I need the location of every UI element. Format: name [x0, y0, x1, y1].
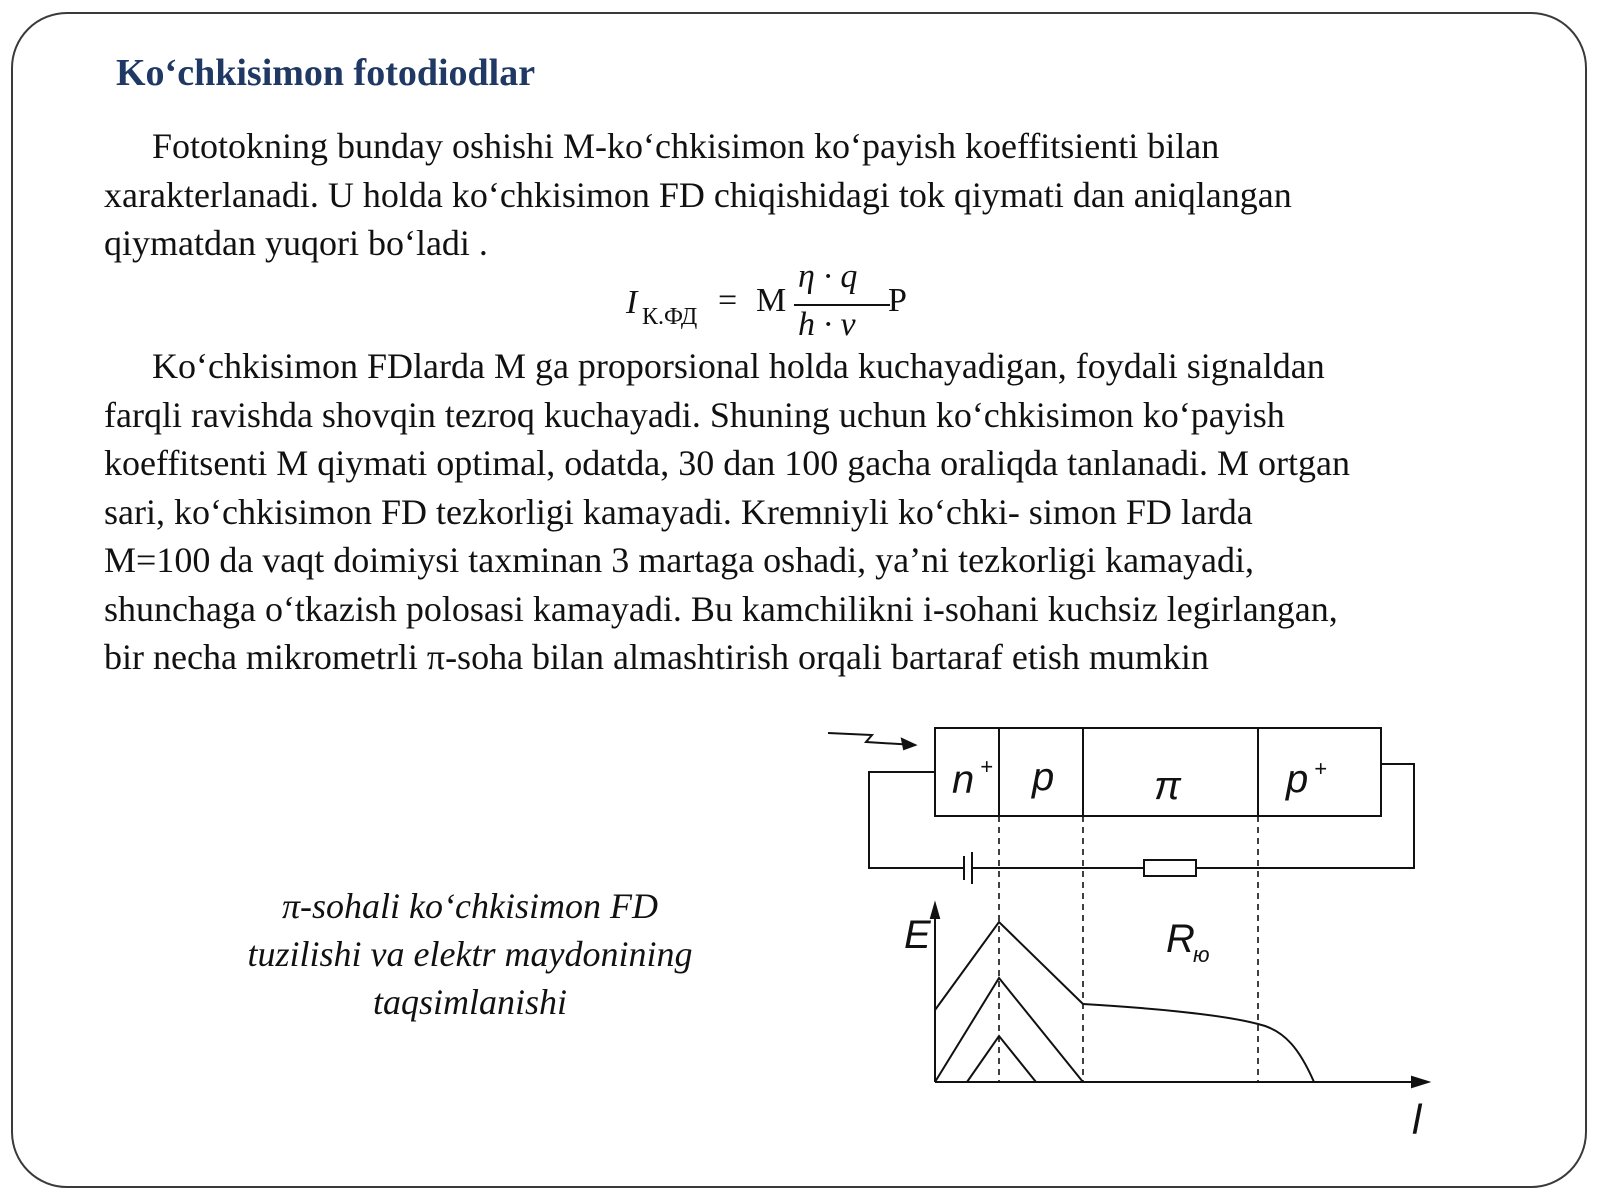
formula-numerator: η · q: [798, 258, 858, 295]
paragraph-1-line: Fototokning bunday oshishi M-ko‘chkisimon ko‘payish koeffitsienti bilan: [152, 126, 1220, 166]
caption-line: tuzilishi va elektr maydonining: [247, 934, 693, 974]
paragraph-2-line: Ko‘chkisimon FDlarda M ga proporsional holda kuchayadigan, foydali signaldan: [152, 346, 1325, 386]
caption-line: π-sohali ko‘chkisimon FD: [282, 886, 658, 926]
l-axis-arrowhead: [1412, 1077, 1428, 1087]
slide-title: Ko‘chkisimon fotodiodlar: [116, 52, 536, 94]
paragraph-1-line: qiymatdan yuqori bo‘ladi .: [104, 223, 488, 263]
paragraph-2-line: shunchaga o‘tkazish polosasi kamayadi. Bu kamchilikni i-sohani kuchsiz legirlangan,: [104, 588, 1338, 629]
field-curve-outer: [935, 922, 1083, 1010]
region-label-p-plus: p: [1286, 757, 1309, 801]
formula-multiplication-coefficient: M: [756, 282, 787, 319]
field-curve-middle: [935, 978, 1083, 1082]
paragraph-2-line: sari, ko‘chkisimon FD tezkorligi kamayadi. Kremniyli ko‘chki- simon FD larda: [104, 491, 1253, 532]
formula-denominator: h · ν: [798, 306, 856, 343]
region-label-n-superscript: +: [980, 754, 993, 779]
region-label-p-plus-superscript: +: [1314, 756, 1327, 781]
formula-power: P: [888, 282, 907, 319]
region-label-n: n: [952, 758, 975, 802]
paragraph-2-line: farqli ravishda shovqin tezroq kuchayadi. Shuning uchun ko‘chkisimon ko‘payish: [104, 394, 1285, 435]
load-resistor: [1144, 860, 1196, 876]
paragraph-2-line: koeffitsenti M qiymati optimal, odatda, 30 dan 100 gacha oraliqda tanlanadi. M ortgan: [104, 443, 1351, 483]
paragraph-1-line: xarakterlanadi. U holda ko‘chkisimon FD chiqishidagi tok qiymati dan aniqlangan: [104, 174, 1292, 215]
field-curve-inner: [967, 1036, 1036, 1082]
formula-current-symbol: I: [626, 284, 638, 321]
resistor-label-subscript: ю: [1193, 942, 1210, 967]
paragraph-2-line: M=100 da vaqt doimiysi taxminan 3 martaga oshadi, ya’ni tezkorligi kamayadi,: [104, 540, 1255, 580]
region-label-pi: π: [1154, 764, 1181, 808]
region-label-p: p: [1032, 755, 1055, 799]
paragraph-2-line: bir necha mikrometrli π-soha bilan almashtirish orqali bartaraf etish mumkin: [104, 637, 1209, 677]
circuit-wire-left: [869, 772, 963, 868]
formula-current-subscript: К.ФД: [642, 304, 698, 330]
field-curve-pi-region: [1083, 1004, 1314, 1082]
l-axis-label: l: [1412, 1096, 1422, 1143]
resistor-label: R: [1166, 917, 1195, 961]
e-axis-arrowhead: [931, 904, 939, 918]
e-axis-label: E: [904, 913, 931, 957]
formula-equals: =: [718, 282, 738, 319]
caption-line: taqsimlanishi: [372, 982, 568, 1022]
light-arrow-head: [902, 739, 915, 749]
